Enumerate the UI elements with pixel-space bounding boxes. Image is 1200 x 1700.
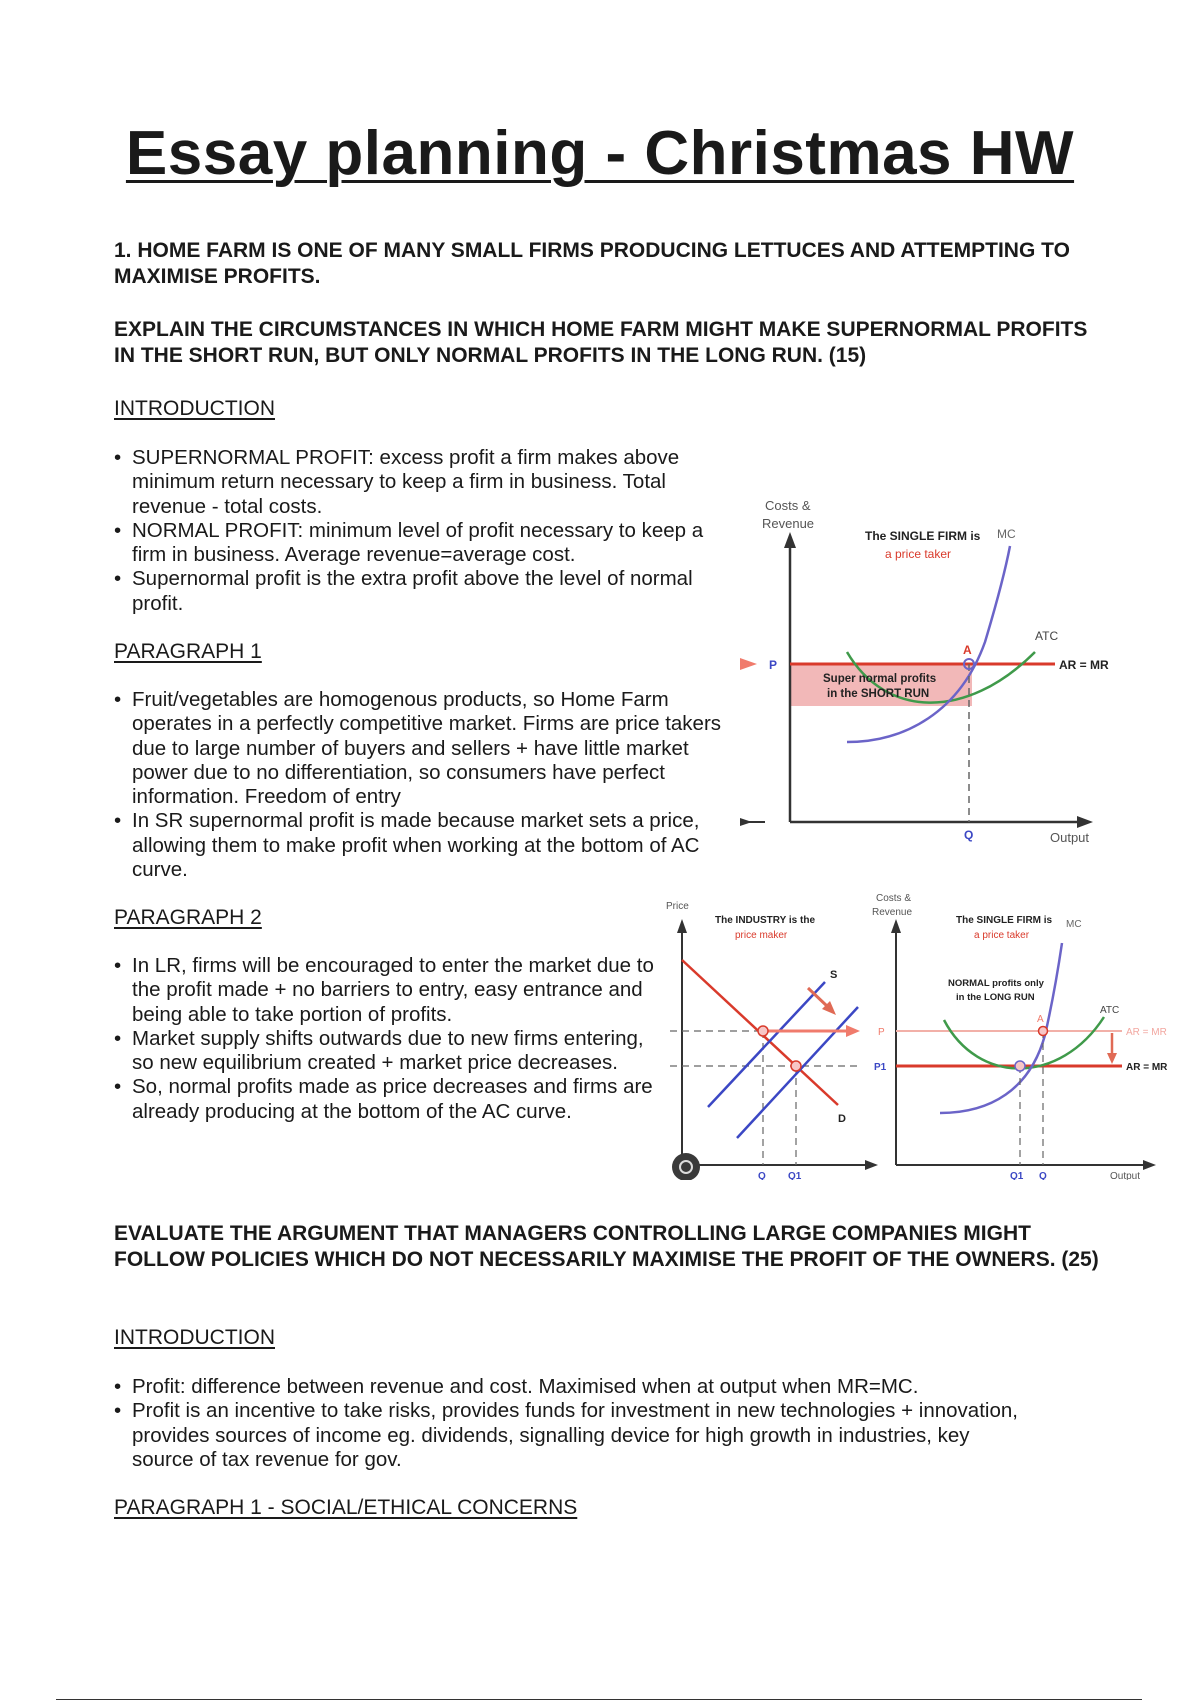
list-item: • Profit is an incentive to take risks, provides funds for investment in new technologies + innovation, provides sources of income eg. dividends, signalling device for high growth in industries, key source of tax revenue for gov. <box>114 1399 1034 1472</box>
normal-profit-label-line2: in the LONG RUN <box>956 992 1035 1003</box>
firm-point-a-label: A <box>1037 1014 1044 1025</box>
firm-x-arrowhead <box>1143 1160 1156 1170</box>
supply-label: S <box>830 969 838 981</box>
q1-paragraph-2-heading: PARAGRAPH 2 <box>114 906 262 929</box>
q1-paragraph-1-list <box>114 688 732 882</box>
price-label: P <box>769 658 778 672</box>
q1-introduction-list <box>114 446 732 616</box>
list-item: • SUPERNORMAL PROFIT: excess profit a firm makes above minimum return necessary to keep a firm in business. Total revenue - total costs. <box>114 446 732 519</box>
q2-introduction-list <box>114 1375 1034 1472</box>
equilibrium-original <box>758 1026 768 1036</box>
ar-mr-old-label: AR = MR <box>1126 1027 1167 1038</box>
firm-x-axis-label: Output <box>1110 1171 1141 1180</box>
firm-equilibrium-old <box>1039 1027 1048 1036</box>
firm-atc-curve <box>944 1017 1104 1068</box>
firm-price-p-label: P <box>878 1027 885 1038</box>
list-item: • Supernormal profit is the extra profit above the level of normal profit. <box>114 567 732 616</box>
y-axis-label-line1: Costs & <box>765 498 811 513</box>
q2-paragraph-1-heading: PARAGRAPH 1 - SOCIAL/ETHICAL CONCERNS <box>114 1496 578 1519</box>
caption-line1: The SINGLE FIRM is <box>865 529 981 543</box>
page-title: Essay planning - Christmas HW <box>125 119 1075 188</box>
y-axis-label-line2: Revenue <box>762 516 815 531</box>
industry-caption-line1: The INDUSTRY is the <box>715 915 816 926</box>
profit-label-line1: Super normal profits <box>823 673 937 685</box>
q-label: Q <box>964 828 974 842</box>
firm-y-label-line1: Costs & <box>876 893 912 904</box>
caption-line2: a price taker <box>885 547 952 561</box>
normal-profit-label-line1: NORMAL profits only <box>948 978 1044 989</box>
price-fall-arrowhead <box>1107 1053 1117 1064</box>
y-axis-arrowhead <box>784 532 796 548</box>
list-item: • In SR supernormal profit is made because market sets a price, allowing them to make profit when working at the bottom of AC curve. <box>114 809 732 882</box>
mc-label: MC <box>997 527 1016 541</box>
industry-caption-line2: price maker <box>735 930 788 941</box>
q1-paragraph-2-list <box>114 954 654 1124</box>
price-link-arrowhead <box>846 1025 860 1037</box>
demand-label: D <box>838 1113 846 1125</box>
image-lens-button <box>672 1153 700 1180</box>
short-run-firm-diagram <box>735 492 1125 862</box>
industry-y-arrowhead <box>677 919 687 933</box>
firm-y-label-line2: Revenue <box>872 907 913 918</box>
list-item: • So, normal profits made as price decreases and firms are already producing at the bottom of the AC curve. <box>114 1075 654 1124</box>
atc-label: ATC <box>1035 629 1059 643</box>
price-arrow-marker <box>740 658 757 670</box>
firm-mc-label: MC <box>1066 919 1082 930</box>
list-item: • In LR, firms will be encouraged to enter the market due to the profit made + no barriers to entry, easy entrance and being able to take portion of profits. <box>114 954 654 1027</box>
industry-q1-label: Q1 <box>788 1171 802 1180</box>
firm-caption-line1: The SINGLE FIRM is <box>956 915 1053 926</box>
list-item: • Fruit/vegetables are homogenous products, so Home Farm operates in a perfectly competitive market. Firms are price takers due to large number of buyers and sellers + have little market power due to no differentiation, so consumers have perfect information. Freedom of entry <box>114 688 732 809</box>
question-2-heading: EVALUATE THE ARGUMENT THAT MANAGERS CONTROLLING LARGE COMPANIES MIGHT FOLLOW POLICIES WHICH DO NOT NECESSARILY MAXIMISE THE PROFIT OF THE OWNERS. (25) <box>114 1222 1099 1271</box>
q1-introduction-heading: INTRODUCTION <box>114 397 275 420</box>
question-1-task: EXPLAIN THE CIRCUMSTANCES IN WHICH HOME FARM MIGHT MAKE SUPERNORMAL PROFITS IN THE SHORT RUN, BUT ONLY NORMAL PROFITS IN THE LONG RUN. (15) <box>114 318 1088 367</box>
list-item: • Profit: difference between revenue and cost. Maximised when at output when MR=MC. <box>114 1375 1034 1399</box>
equilibrium-new <box>791 1061 801 1071</box>
firm-price-p1-label: P1 <box>874 1062 887 1073</box>
profit-label-line2: in the SHORT RUN <box>827 688 930 700</box>
industry-q-label: Q <box>758 1171 766 1180</box>
firm-y-arrowhead <box>891 919 901 933</box>
firm-caption-line2: a price taker <box>974 930 1030 941</box>
list-item: • NORMAL PROFIT: minimum level of profit necessary to keep a firm in business. Average revenue=average cost. <box>114 519 732 568</box>
list-item: • Market supply shifts outwards due to new firms entering, so new equilibrium created + market price decreases. <box>114 1027 654 1076</box>
ar-mr-label: AR = MR <box>1059 658 1109 672</box>
firm-equilibrium-new <box>1015 1061 1025 1071</box>
firm-q-label: Q <box>1039 1171 1047 1180</box>
x-axis-label: Output <box>1050 830 1090 845</box>
q1-paragraph-1-heading: PARAGRAPH 1 <box>114 640 262 663</box>
long-run-industry-and-firm-diagram <box>660 885 1190 1180</box>
point-a-label: A <box>963 643 972 657</box>
x-axis-arrowhead <box>1077 816 1093 828</box>
ar-mr-new-label: AR = MR <box>1126 1062 1168 1073</box>
firm-q1-label: Q1 <box>1010 1171 1024 1180</box>
mc-curve <box>847 546 1010 742</box>
q2-introduction-heading: INTRODUCTION <box>114 1326 275 1349</box>
left-arrow-marker <box>740 818 752 826</box>
question-1-heading: 1. HOME FARM IS ONE OF MANY SMALL FIRMS PRODUCING LETTUCES AND ATTEMPTING TO MAXIMISE PROFITS. <box>114 239 1070 288</box>
firm-atc-label: ATC <box>1100 1005 1120 1016</box>
industry-x-arrowhead <box>865 1160 878 1170</box>
industry-y-label: Price <box>666 901 689 912</box>
